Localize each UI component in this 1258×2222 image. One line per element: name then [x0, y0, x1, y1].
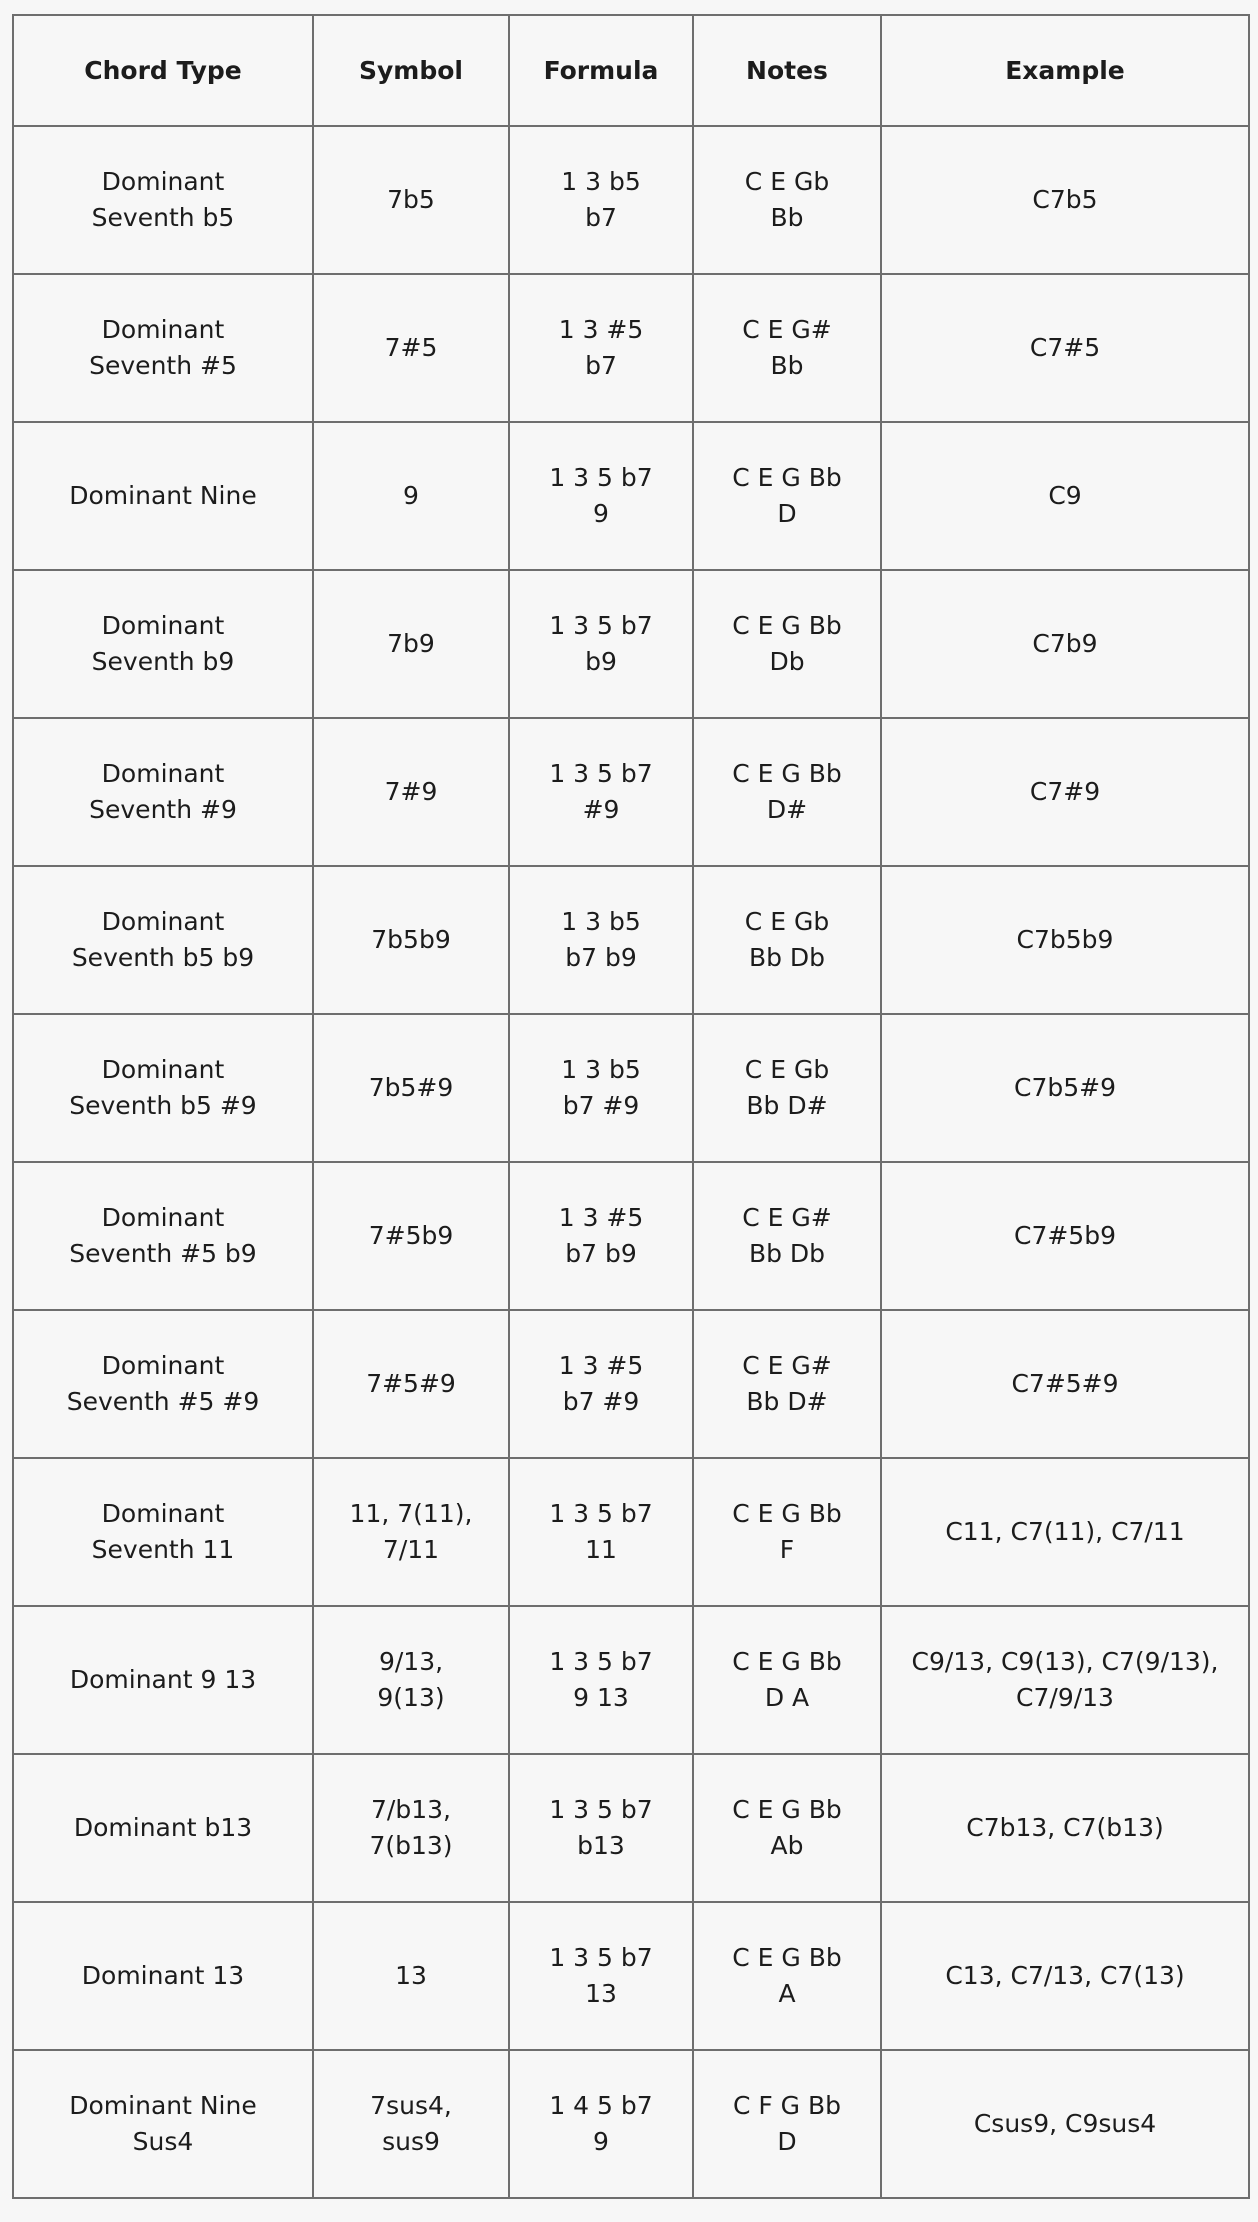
cell-formula	[509, 866, 693, 1014]
cell-chord-type	[13, 2050, 313, 2198]
cell-example-line: C7b5b9	[1016, 925, 1114, 954]
table-row	[13, 1310, 1249, 1458]
cell-formula	[509, 126, 693, 274]
cell-formula-line: 11	[585, 1535, 617, 1564]
chord-table	[12, 14, 1250, 2199]
cell-notes	[693, 422, 881, 570]
cell-symbol	[313, 274, 509, 422]
cell-notes-line: D	[777, 499, 797, 528]
cell-notes-line: D#	[766, 795, 808, 824]
table-row	[13, 1902, 1249, 2050]
cell-example-line: C7b13, C7(b13)	[966, 1813, 1164, 1842]
cell-notes-line: Bb D#	[746, 1387, 828, 1416]
cell-chord-type-line: Dominant	[101, 611, 225, 640]
cell-chord-type-line: Seventh b9	[91, 647, 235, 676]
cell-chord-type	[13, 718, 313, 866]
cell-formula-line: 1 3 b5	[561, 167, 641, 196]
table-row	[13, 1014, 1249, 1162]
cell-formula-line: b7 #9	[562, 1387, 640, 1416]
cell-chord-type-line: Dominant	[101, 1203, 225, 1232]
cell-notes-line: D A	[764, 1683, 810, 1712]
cell-notes	[693, 1458, 881, 1606]
cell-chord-type-line: Seventh #5	[89, 351, 237, 380]
cell-example-line: C7b5	[1032, 185, 1098, 214]
cell-symbol	[313, 570, 509, 718]
cell-formula-line: 1 3 5 b7	[549, 759, 653, 788]
table-body	[13, 126, 1249, 2198]
cell-notes-line: C F G Bb	[732, 2091, 842, 2120]
cell-notes-line: C E G#	[742, 1203, 832, 1232]
cell-chord-type	[13, 1754, 313, 1902]
cell-chord-type-line: Dominant	[101, 1055, 225, 1084]
cell-formula-line: 1 3 5 b7	[549, 1943, 653, 1972]
cell-notes-line: C E G#	[742, 315, 832, 344]
cell-symbol	[313, 1310, 509, 1458]
cell-formula	[509, 1162, 693, 1310]
cell-notes-line: C E Gb	[744, 907, 830, 936]
cell-formula-line: 1 3 5 b7	[549, 1795, 653, 1824]
cell-formula	[509, 1606, 693, 1754]
cell-formula-line: 1 3 5 b7	[549, 1647, 653, 1676]
cell-example	[881, 1162, 1249, 1310]
cell-example-line: C7/9/13	[1016, 1683, 1114, 1712]
cell-example-line: C9	[1048, 481, 1082, 510]
cell-chord-type	[13, 1902, 313, 2050]
cell-symbol-line: 7b5b9	[371, 925, 451, 954]
cell-chord-type-line: Dominant	[101, 1351, 225, 1380]
cell-example	[881, 422, 1249, 570]
cell-notes-line: Ab	[770, 1831, 804, 1860]
cell-formula-line: 1 3 5 b7	[549, 1499, 653, 1528]
cell-example	[881, 274, 1249, 422]
cell-chord-type-line: Seventh #5 b9	[69, 1239, 257, 1268]
cell-symbol	[313, 2050, 509, 2198]
cell-symbol-line: 7#5b9	[368, 1221, 454, 1250]
table-row	[13, 1162, 1249, 1310]
cell-formula-line: 1 3 5 b7	[549, 463, 653, 492]
cell-symbol-line: 7b9	[387, 629, 435, 658]
cell-symbol-line: sus9	[382, 2127, 440, 2156]
cell-chord-type-line: Seventh #5 #9	[66, 1387, 260, 1416]
cell-chord-type-line: Seventh b5 b9	[71, 943, 255, 972]
cell-formula	[509, 1902, 693, 2050]
cell-example-line: Csus9, C9sus4	[973, 2109, 1157, 2138]
cell-symbol	[313, 1014, 509, 1162]
header-row	[13, 15, 1249, 126]
cell-chord-type-line: Dominant	[101, 315, 225, 344]
cell-example	[881, 718, 1249, 866]
cell-notes	[693, 1606, 881, 1754]
table-row	[13, 1458, 1249, 1606]
cell-symbol-line: 11, 7(11),	[349, 1499, 473, 1528]
header-example: Example	[881, 15, 1249, 126]
table-row	[13, 274, 1249, 422]
cell-notes-line: Db	[769, 647, 805, 676]
cell-formula	[509, 2050, 693, 2198]
cell-example	[881, 1310, 1249, 1458]
cell-formula-line: 1 3 #5	[558, 1351, 644, 1380]
cell-example	[881, 1458, 1249, 1606]
cell-formula-line: 1 3 5 b7	[549, 611, 653, 640]
cell-chord-type	[13, 1606, 313, 1754]
cell-notes-line: Bb D#	[746, 1091, 828, 1120]
cell-notes	[693, 1162, 881, 1310]
cell-symbol-line: 7b5#9	[368, 1073, 454, 1102]
cell-chord-type-line: Sus4	[132, 2127, 194, 2156]
cell-symbol	[313, 422, 509, 570]
cell-symbol-line: 9	[403, 481, 419, 510]
cell-chord-type-line: Dominant	[101, 1499, 225, 1528]
cell-notes	[693, 1754, 881, 1902]
table-row	[13, 1754, 1249, 1902]
cell-notes	[693, 2050, 881, 2198]
cell-formula	[509, 1310, 693, 1458]
table-row	[13, 126, 1249, 274]
cell-formula	[509, 274, 693, 422]
table-row	[13, 2050, 1249, 2198]
cell-notes-line: C E G#	[742, 1351, 832, 1380]
cell-formula-line: 13	[585, 1979, 617, 2008]
cell-example	[881, 1606, 1249, 1754]
cell-notes-line: Bb Db	[748, 943, 826, 972]
cell-symbol-line: 9(13)	[377, 1683, 445, 1712]
cell-example-line: C7b5#9	[1014, 1073, 1116, 1102]
cell-notes-line: F	[779, 1535, 795, 1564]
cell-chord-type	[13, 274, 313, 422]
cell-formula-line: 1 3 #5	[558, 1203, 644, 1232]
cell-symbol-line: 9/13,	[378, 1647, 444, 1676]
cell-notes	[693, 570, 881, 718]
cell-example-line: C7#5	[1029, 333, 1101, 362]
cell-chord-type-line: Dominant	[101, 907, 225, 936]
header-symbol: Symbol	[313, 15, 509, 126]
cell-chord-type	[13, 1458, 313, 1606]
cell-notes-line: Bb	[770, 351, 804, 380]
table-row	[13, 866, 1249, 1014]
cell-formula	[509, 718, 693, 866]
cell-notes-line: C E Gb	[744, 167, 830, 196]
cell-notes-line: A	[778, 1979, 796, 2008]
cell-formula-line: 9	[593, 499, 609, 528]
cell-chord-type-line: Seventh b5	[91, 203, 235, 232]
cell-example	[881, 126, 1249, 274]
cell-symbol	[313, 1754, 509, 1902]
cell-formula-line: 9 13	[573, 1683, 629, 1712]
cell-chord-type	[13, 422, 313, 570]
cell-chord-type-line: Dominant b13	[73, 1813, 253, 1842]
cell-notes-line: C E G Bb	[732, 1943, 842, 1972]
table-row	[13, 1606, 1249, 1754]
cell-formula-line: b7 #9	[562, 1091, 640, 1120]
cell-formula	[509, 1458, 693, 1606]
cell-notes	[693, 1310, 881, 1458]
cell-notes	[693, 1902, 881, 2050]
cell-chord-type	[13, 1162, 313, 1310]
cell-example-line: C13, C7/13, C7(13)	[945, 1961, 1185, 1990]
table-header	[13, 15, 1249, 126]
cell-example-line: C7#9	[1029, 777, 1101, 806]
cell-notes-line: C E G Bb	[732, 463, 842, 492]
cell-example	[881, 2050, 1249, 2198]
cell-chord-type-line: Dominant	[101, 759, 225, 788]
cell-symbol-line: 7sus4,	[370, 2091, 452, 2120]
cell-symbol-line: 7#5	[384, 333, 438, 362]
cell-chord-type	[13, 1014, 313, 1162]
cell-formula	[509, 1754, 693, 1902]
cell-formula	[509, 1014, 693, 1162]
cell-chord-type-line: Dominant 13	[81, 1961, 245, 1990]
cell-formula-line: b7	[585, 351, 617, 380]
cell-notes-line: C E Gb	[744, 1055, 830, 1084]
cell-notes-line: C E G Bb	[732, 1647, 842, 1676]
cell-symbol-line: 7#5#9	[366, 1369, 456, 1398]
cell-chord-type	[13, 1310, 313, 1458]
cell-example	[881, 866, 1249, 1014]
cell-formula-line: 1 3 #5	[558, 315, 644, 344]
cell-formula-line: b7 b9	[565, 1239, 637, 1268]
cell-chord-type	[13, 570, 313, 718]
cell-formula-line: b9	[585, 647, 617, 676]
cell-example	[881, 570, 1249, 718]
cell-notes-line: C E G Bb	[732, 611, 842, 640]
cell-formula-line: 1 3 b5	[561, 907, 641, 936]
cell-symbol	[313, 1458, 509, 1606]
cell-symbol-line: 7/b13,	[371, 1795, 451, 1824]
cell-example-line: C11, C7(11), C7/11	[945, 1517, 1185, 1546]
cell-symbol	[313, 866, 509, 1014]
cell-symbol-line: 7/11	[382, 1535, 440, 1564]
cell-chord-type-line: Dominant	[101, 167, 225, 196]
cell-chord-type-line: Seventh #9	[89, 795, 237, 824]
cell-chord-type-line: Seventh b5 #9	[69, 1091, 257, 1120]
cell-symbol	[313, 126, 509, 274]
cell-notes	[693, 1014, 881, 1162]
cell-symbol-line: 13	[395, 1961, 427, 1990]
cell-notes	[693, 866, 881, 1014]
cell-chord-type	[13, 866, 313, 1014]
header-notes: Notes	[693, 15, 881, 126]
cell-symbol	[313, 1162, 509, 1310]
cell-symbol	[313, 718, 509, 866]
cell-notes-line: Bb	[770, 203, 804, 232]
cell-symbol	[313, 1902, 509, 2050]
cell-chord-type-line: Dominant 9 13	[69, 1665, 257, 1694]
header-chord-type: Chord Type	[13, 15, 313, 126]
cell-example	[881, 1902, 1249, 2050]
cell-symbol-line: 7(b13)	[369, 1831, 453, 1860]
cell-chord-type-line: Dominant Nine	[69, 2091, 257, 2120]
cell-example-line: C7#5#9	[1011, 1369, 1119, 1398]
cell-formula-line: b7 b9	[565, 943, 637, 972]
cell-formula-line: 1 3 b5	[561, 1055, 641, 1084]
cell-notes	[693, 718, 881, 866]
table-row	[13, 422, 1249, 570]
cell-formula-line: 9	[593, 2127, 609, 2156]
cell-symbol	[313, 1606, 509, 1754]
cell-formula	[509, 422, 693, 570]
cell-example	[881, 1754, 1249, 1902]
cell-chord-type	[13, 126, 313, 274]
cell-formula-line: 1 4 5 b7	[549, 2091, 653, 2120]
cell-notes-line: C E G Bb	[732, 1795, 842, 1824]
cell-notes-line: D	[777, 2127, 797, 2156]
cell-example	[881, 1014, 1249, 1162]
cell-example-line: C9/13, C9(13), C7(9/13),	[911, 1647, 1219, 1676]
cell-chord-type-line: Seventh 11	[91, 1535, 235, 1564]
cell-notes	[693, 126, 881, 274]
cell-formula-line: b13	[577, 1831, 625, 1860]
cell-notes-line: C E G Bb	[732, 759, 842, 788]
cell-notes-line: Bb Db	[748, 1239, 826, 1268]
header-formula: Formula	[509, 15, 693, 126]
table-row	[13, 718, 1249, 866]
cell-notes-line: C E G Bb	[732, 1499, 842, 1528]
cell-formula-line: #9	[582, 795, 620, 824]
cell-formula-line: b7	[585, 203, 617, 232]
cell-example-line: C7b9	[1032, 629, 1098, 658]
cell-example-line: C7#5b9	[1014, 1221, 1116, 1250]
cell-formula	[509, 570, 693, 718]
table-row	[13, 570, 1249, 718]
cell-chord-type-line: Dominant Nine	[69, 481, 257, 510]
cell-notes	[693, 274, 881, 422]
cell-symbol-line: 7#9	[384, 777, 438, 806]
cell-symbol-line: 7b5	[387, 185, 435, 214]
